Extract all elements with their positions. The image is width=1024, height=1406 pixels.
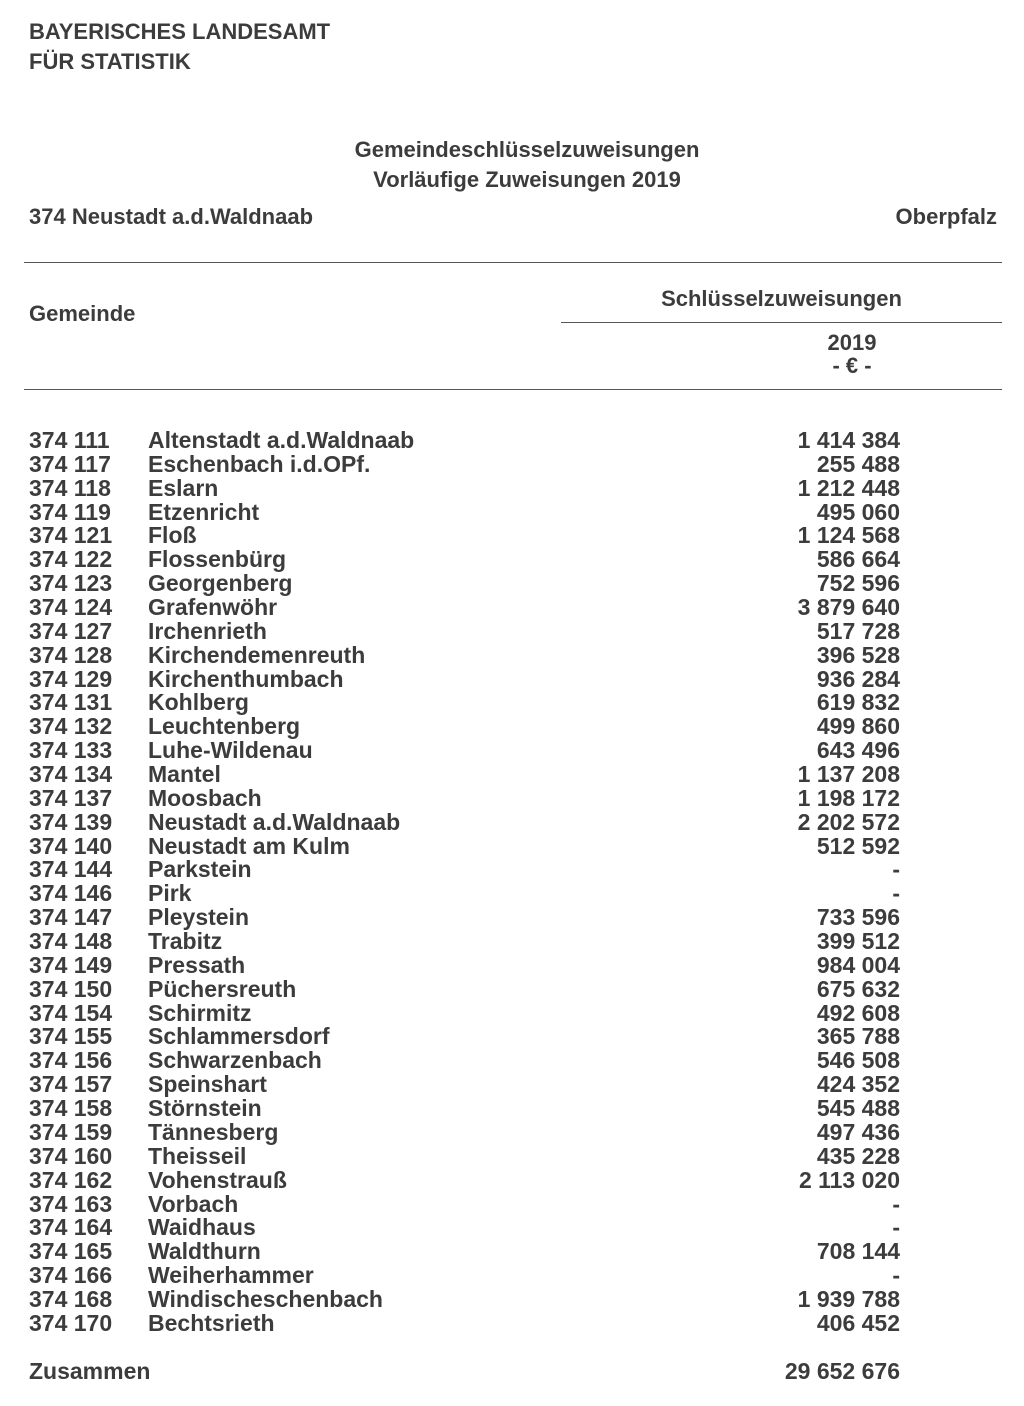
region-label: Oberpfalz bbox=[895, 204, 997, 229]
municipality-code: 374 160 bbox=[29, 1142, 113, 1169]
document-subtitle: Vorläufige Zuweisungen 2019 bbox=[373, 167, 681, 192]
table-row bbox=[0, 1096, 1024, 1120]
table-row bbox=[0, 905, 1024, 929]
allocation-value: 586 664 bbox=[816, 546, 900, 573]
municipality-name: Vorbach bbox=[148, 1190, 239, 1217]
table-row bbox=[0, 1263, 1024, 1287]
municipality-name: Windischeschenbach bbox=[148, 1285, 383, 1312]
allocation-value: 643 496 bbox=[816, 737, 900, 764]
municipality-code: 374 168 bbox=[29, 1285, 113, 1312]
table-row bbox=[0, 547, 1024, 571]
municipality-name: Neustadt am Kulm bbox=[148, 832, 350, 859]
table-row bbox=[0, 500, 1024, 524]
municipality-name: Pressath bbox=[148, 951, 246, 978]
municipality-name: Floß bbox=[148, 522, 197, 549]
table-row bbox=[0, 762, 1024, 786]
municipality-code: 374 122 bbox=[29, 546, 113, 573]
allocation-value: 3 879 640 bbox=[797, 594, 900, 621]
municipality-name: Schlammersdorf bbox=[148, 1023, 330, 1050]
municipality-name: Irchenrieth bbox=[148, 617, 267, 644]
allocation-value: 1 198 172 bbox=[797, 784, 900, 811]
municipality-code: 374 134 bbox=[29, 761, 113, 788]
municipality-code: 374 144 bbox=[29, 856, 113, 883]
municipality-code: 374 149 bbox=[29, 951, 113, 978]
table-row bbox=[0, 738, 1024, 762]
municipality-code: 374 164 bbox=[29, 1214, 113, 1241]
table-row bbox=[0, 810, 1024, 834]
allocation-value: 435 228 bbox=[816, 1142, 900, 1169]
table-row bbox=[0, 714, 1024, 738]
table-row bbox=[0, 452, 1024, 476]
table-row bbox=[0, 953, 1024, 977]
allocation-value: 499 860 bbox=[816, 713, 900, 740]
municipality-name: Eschenbach i.d.OPf. bbox=[148, 450, 371, 477]
municipality-code: 374 157 bbox=[29, 1071, 113, 1098]
table-row bbox=[0, 1311, 1024, 1335]
municipality-name: Leuchtenberg bbox=[148, 713, 301, 740]
municipality-name: Eslarn bbox=[148, 474, 219, 501]
header-rule-group bbox=[561, 322, 1002, 323]
table-row bbox=[0, 1001, 1024, 1025]
municipality-code: 374 128 bbox=[29, 641, 113, 668]
table-row bbox=[0, 667, 1024, 691]
allocation-value: 492 608 bbox=[816, 999, 900, 1026]
allocation-value: 512 592 bbox=[816, 832, 900, 859]
table-row bbox=[0, 1144, 1024, 1168]
municipality-name: Bechtsrieth bbox=[148, 1309, 275, 1336]
table-row bbox=[0, 643, 1024, 667]
organization-line-1: BAYERISCHES LANDESAMT bbox=[29, 19, 331, 44]
allocation-value: 1 124 568 bbox=[797, 522, 900, 549]
municipality-name: Schwarzenbach bbox=[148, 1047, 322, 1074]
total-row bbox=[0, 1358, 1024, 1384]
municipality-code: 374 123 bbox=[29, 570, 113, 597]
municipality-code: 374 163 bbox=[29, 1190, 113, 1217]
municipality-code: 374 131 bbox=[29, 689, 113, 716]
municipality-code: 374 119 bbox=[29, 498, 111, 525]
municipality-code: 374 150 bbox=[29, 975, 113, 1002]
table-row bbox=[0, 1024, 1024, 1048]
allocation-value: 1 137 208 bbox=[797, 761, 900, 788]
municipality-name: Altenstadt a.d.Waldnaab bbox=[148, 427, 415, 453]
allocation-value: 675 632 bbox=[816, 975, 900, 1002]
allocation-value: 406 452 bbox=[816, 1309, 900, 1336]
allocation-value: 2 202 572 bbox=[797, 808, 900, 835]
municipality-table-body bbox=[0, 428, 1024, 1335]
municipality-name: Mantel bbox=[148, 761, 221, 788]
municipality-name: Püchersreuth bbox=[148, 975, 297, 1002]
total-label: Zusammen bbox=[29, 1358, 151, 1384]
column-year-label: 2019 bbox=[827, 330, 877, 355]
table-row bbox=[0, 1239, 1024, 1263]
municipality-name: Theisseil bbox=[148, 1142, 247, 1169]
municipality-code: 374 127 bbox=[29, 617, 113, 644]
table-row bbox=[0, 1215, 1024, 1239]
municipality-code: 374 140 bbox=[29, 832, 113, 859]
table-row bbox=[0, 690, 1024, 714]
allocation-value: - bbox=[892, 1190, 900, 1217]
table-row bbox=[0, 428, 1024, 452]
municipality-name: Grafenwöhr bbox=[148, 594, 278, 621]
municipality-name: Speinshart bbox=[148, 1071, 267, 1098]
allocation-value: 619 832 bbox=[816, 689, 900, 716]
table-row bbox=[0, 1072, 1024, 1096]
allocation-value: 936 284 bbox=[816, 665, 900, 692]
municipality-code: 374 129 bbox=[29, 665, 113, 692]
municipality-name: Pleystein bbox=[148, 904, 249, 931]
municipality-code: 374 162 bbox=[29, 1166, 113, 1193]
allocation-value: - bbox=[892, 880, 900, 907]
municipality-code: 374 156 bbox=[29, 1047, 113, 1074]
allocation-value: - bbox=[892, 1262, 900, 1289]
municipality-code: 374 158 bbox=[29, 1095, 113, 1122]
municipality-code: 374 137 bbox=[29, 784, 113, 811]
allocation-value: 255 488 bbox=[816, 450, 900, 477]
organization-name bbox=[29, 17, 330, 77]
allocation-value: 984 004 bbox=[816, 951, 900, 978]
municipality-code: 374 133 bbox=[29, 737, 113, 764]
municipality-name: Luhe-Wildenau bbox=[148, 737, 313, 764]
municipality-code: 374 165 bbox=[29, 1238, 113, 1265]
municipality-code: 374 148 bbox=[29, 928, 113, 955]
table-row bbox=[0, 476, 1024, 500]
allocation-value: 396 528 bbox=[816, 641, 900, 668]
allocation-value: 399 512 bbox=[816, 928, 900, 955]
allocation-value: 495 060 bbox=[816, 498, 900, 525]
header-rule-bottom bbox=[24, 389, 1002, 390]
municipality-code: 374 147 bbox=[29, 904, 113, 931]
table-row bbox=[0, 881, 1024, 905]
municipality-name: Störnstein bbox=[148, 1095, 262, 1122]
municipality-code: 374 139 bbox=[29, 808, 113, 835]
municipality-code: 374 166 bbox=[29, 1262, 113, 1289]
table-row bbox=[0, 857, 1024, 881]
allocation-value: 424 352 bbox=[816, 1071, 900, 1098]
table-row bbox=[0, 977, 1024, 1001]
municipality-code: 374 118 bbox=[29, 474, 111, 501]
table-row bbox=[0, 619, 1024, 643]
municipality-code: 374 124 bbox=[29, 594, 113, 621]
document-title: Gemeindeschlüsselzuweisungen bbox=[354, 137, 700, 162]
district-label: 374 Neustadt a.d.Waldnaab bbox=[29, 204, 314, 229]
municipality-name: Flossenbürg bbox=[148, 546, 287, 573]
allocation-value: 545 488 bbox=[816, 1095, 900, 1122]
municipality-name: Vohenstrauß bbox=[148, 1166, 287, 1193]
allocation-value: 517 728 bbox=[816, 617, 900, 644]
table-row bbox=[0, 834, 1024, 858]
column-header-year bbox=[780, 331, 924, 377]
table-row bbox=[0, 786, 1024, 810]
table-row bbox=[0, 571, 1024, 595]
allocation-value: 2 113 020 bbox=[798, 1166, 900, 1193]
organization-line-2: FÜR STATISTIK bbox=[29, 49, 191, 74]
table-row bbox=[0, 1168, 1024, 1192]
header-rule-top bbox=[24, 262, 1002, 263]
municipality-name: Pirk bbox=[148, 880, 192, 907]
column-header-schluesselzuweisungen: Schlüsselzuweisungen bbox=[661, 286, 902, 311]
table-row bbox=[0, 929, 1024, 953]
municipality-code: 374 117 bbox=[29, 450, 111, 477]
municipality-name: Tännesberg bbox=[148, 1118, 279, 1145]
municipality-code: 374 159 bbox=[29, 1118, 113, 1145]
allocation-value: 497 436 bbox=[816, 1118, 900, 1145]
municipality-name: Kirchendemenreuth bbox=[148, 641, 366, 668]
municipality-code: 374 154 bbox=[29, 999, 113, 1026]
allocation-value: 733 596 bbox=[816, 904, 900, 931]
municipality-code: 374 121 bbox=[29, 522, 113, 549]
municipality-code: 374 132 bbox=[29, 713, 113, 740]
municipality-code: 374 170 bbox=[29, 1309, 113, 1336]
allocation-value: 708 144 bbox=[816, 1238, 900, 1265]
municipality-name: Georgenberg bbox=[148, 570, 293, 597]
table-row bbox=[0, 1120, 1024, 1144]
municipality-name: Neustadt a.d.Waldnaab bbox=[148, 808, 401, 835]
column-unit-label: - € - bbox=[832, 353, 872, 378]
municipality-name: Waldthurn bbox=[148, 1238, 261, 1265]
column-header-gemeinde: Gemeinde bbox=[29, 301, 136, 326]
municipality-name: Schirmitz bbox=[148, 999, 252, 1026]
table-row bbox=[0, 1192, 1024, 1216]
allocation-value: - bbox=[892, 1214, 900, 1241]
allocation-value: 1 212 448 bbox=[797, 474, 900, 501]
allocation-value: 1 939 788 bbox=[797, 1285, 900, 1312]
municipality-name: Moosbach bbox=[148, 784, 262, 811]
municipality-name: Etzenricht bbox=[148, 498, 260, 525]
municipality-name: Trabitz bbox=[148, 928, 223, 955]
allocation-value: - bbox=[892, 856, 900, 883]
municipality-name: Kirchenthumbach bbox=[148, 665, 344, 692]
table-row bbox=[0, 595, 1024, 619]
table-row bbox=[0, 523, 1024, 547]
municipality-name: Kohlberg bbox=[148, 689, 249, 716]
municipality-name: Weiherhammer bbox=[148, 1262, 314, 1289]
allocation-value: 1 414 384 bbox=[797, 427, 900, 453]
allocation-value: 546 508 bbox=[816, 1047, 900, 1074]
allocation-value: 365 788 bbox=[816, 1023, 900, 1050]
table-row bbox=[0, 1287, 1024, 1311]
allocation-value: 752 596 bbox=[816, 570, 900, 597]
table-row bbox=[0, 1048, 1024, 1072]
municipality-code: 374 155 bbox=[29, 1023, 113, 1050]
municipality-code: 374 146 bbox=[29, 880, 113, 907]
total-value: 29 652 676 bbox=[784, 1358, 900, 1384]
municipality-code: 374 111 bbox=[29, 427, 110, 453]
municipality-name: Parkstein bbox=[148, 856, 252, 883]
municipality-name: Waidhaus bbox=[148, 1214, 256, 1241]
